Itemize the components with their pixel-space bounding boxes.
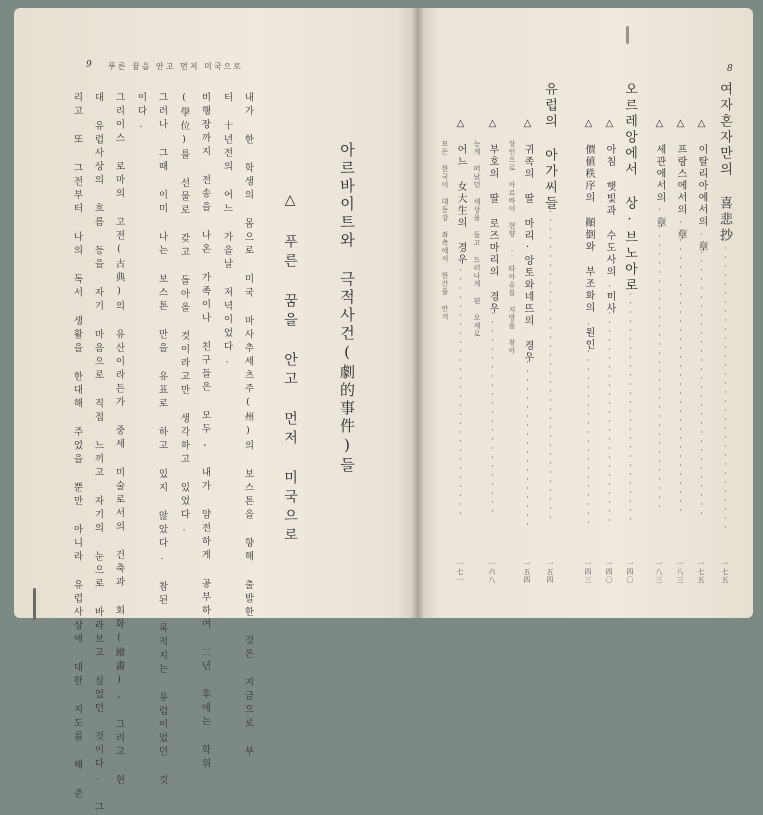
toc-page-7: 一四三	[584, 560, 592, 584]
toc-page-10: 一六八	[488, 560, 496, 584]
toc-page-2: 一七五	[697, 560, 705, 584]
body-line-5: 그러나 그때 이미 나는 보스톤 만을 유표로 하고 있지 않았다. 참된 목적지는 유럽이었던 것	[156, 92, 168, 788]
toc-page-3: 一八三	[676, 560, 684, 584]
running-head: 푸른 꿈을 안고 먼저 미국으로	[108, 62, 243, 71]
body-line-4: (學位)를 선물로 갖고 돌아올 것이라고만 생각하고 있었다.	[178, 92, 190, 538]
page-stain	[33, 588, 36, 620]
book-gutter	[412, 8, 424, 618]
toc-page-1: 一七五	[721, 560, 729, 584]
toc-item-5: △ 價値秩序의 顚倒와 부조화의 원인	[583, 118, 594, 351]
body-line-9: 리고 또 그전부터 나의 독서 생활을 한대해 주었을 뿐만 아니라 유럽사상에 대한 지도를 해 준	[71, 92, 83, 802]
toc-item-8: △ 어느 女大生의 경우	[455, 118, 466, 266]
toc-leader: ·····················	[523, 340, 532, 529]
page-spot	[626, 26, 629, 44]
toc-header-3: 유럽의 아가씨들	[542, 82, 557, 212]
toc-header-1: 여자혼자만의 喜悲抄	[717, 82, 732, 244]
toc-note-2: 능게 떠났던 세상을 돌고 드러나게 된 오제로	[473, 140, 481, 338]
body-line-2: 터 十년전의 어느 가을날 저녁이었다.	[221, 92, 233, 370]
toc-leader: ·································	[676, 218, 685, 515]
toc-leader: ································	[697, 230, 706, 518]
body-line-8: 대 유럽사상의 흐름 등을 자기 마음으로 직접 느끼고 자기의 눈으로 바라보고 싶었던 것이다. 그	[92, 92, 104, 815]
body-line-3: 비행장까지 전송을 나온 가족이나 친구들은 모두, 내가 얌전하게 공부하여 二년 후에는 학위	[199, 92, 211, 772]
section-title: △ 푸른 꿈을 안고 먼저 미국으로	[282, 192, 298, 546]
toc-item-6: △ 귀족의 딸 마리·앙토와네뜨의 경우	[522, 118, 533, 364]
toc-leader: ···························	[605, 282, 614, 525]
body-line-1: 내가 한 학생의 몸으로 미국 마사추세츠주(州)의 보스톤을 향해 출발한 것은 지금으로 부	[242, 92, 254, 760]
toc-item-3: △ 세관에서의 章	[654, 118, 665, 229]
toc-leader: ····································	[546, 198, 555, 522]
toc-note-3: 모든 한국이 대동강 좌측에서 한간을 안겨	[441, 140, 449, 321]
toc-leader: ························	[488, 300, 497, 516]
toc-leader: ··························	[626, 290, 635, 524]
toc-leader: ··································	[655, 205, 664, 511]
right-page-number: 8	[727, 64, 733, 74]
toc-page-8: 一五四	[546, 560, 554, 584]
toc-page-11: 一七一	[456, 560, 464, 584]
body-line-7: 그리이스 로마의 고전(古典)의 유산이라든가 중세 미술로서의 건축과 회화(繪畵), 그리고 현	[113, 92, 125, 788]
chapter-title: 아르바이트와 극적사건(劇的事件)들	[338, 142, 356, 475]
toc-header-2: 오르레앙에서 상·브노아로	[622, 82, 637, 294]
toc-leader: ······························	[456, 248, 465, 518]
toc-leader: ··································	[721, 226, 730, 532]
toc-page-9: 一五四	[523, 560, 531, 584]
toc-page-5: 一四〇	[626, 560, 634, 584]
toc-item-4: △ 아침 햇빛과 수도사의 미사	[604, 118, 615, 315]
toc-item-1: △ 이탈리아에서의 章	[696, 118, 707, 253]
toc-item-7: △ 부호의 딸 로즈마리의 경우	[487, 118, 498, 315]
body-line-6: 이다.	[135, 92, 147, 134]
left-page-number: 9	[86, 60, 92, 70]
toc-page-6: 一四〇	[605, 560, 613, 584]
toc-item-2: △ 프랑스에서의 章	[675, 118, 686, 241]
toc-page-4: 一八三	[655, 560, 663, 584]
toc-note-1: 상인으로 아르바이 현양 · 타아슈를 지방을 찾아	[508, 140, 516, 355]
toc-leader: ·······················	[584, 320, 593, 527]
